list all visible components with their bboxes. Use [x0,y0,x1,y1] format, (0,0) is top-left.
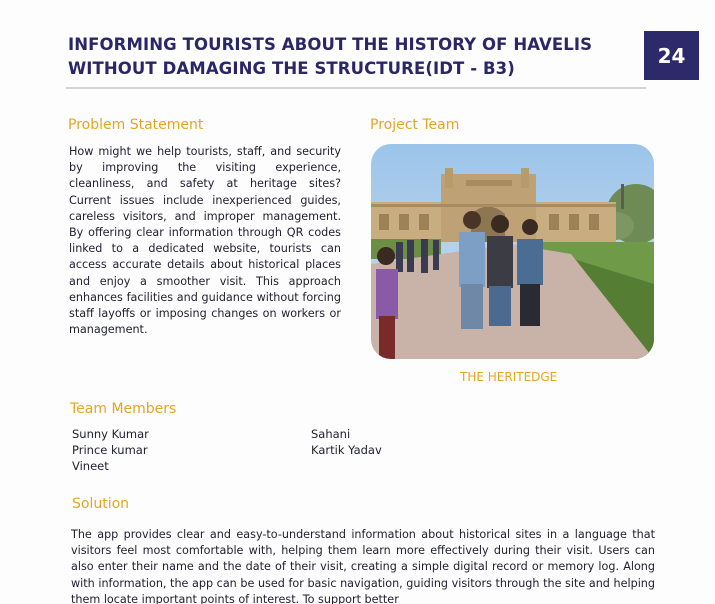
problem-heading: Problem Statement [68,117,204,133]
team-heading: Project Team [370,117,460,133]
member-name: Sahani [311,427,351,441]
page-title [68,33,628,81]
header-divider [66,87,646,89]
problem-text: How might we help tourists, staff, and security by improving the visiting experience, cleanliness, and safety at heritage sites? Current issues include inexperienced guides, careless visitors, and improper management. By offering clear information through QR codes linked to a dedicated website, tourists can access accurate details about historical places and enjoy a smoother visit. This approach enhances facilities and guidance without forcing staff layoffs or imposing changes on workers or management. [69,145,341,337]
solution-heading: Solution [72,496,130,512]
solution-text: The app provides clear and easy-to-understand information about historical sites in a language that visitors feel most comfortable with, helping them learn more effectively during their visit. Users can also enter their name and the date of their visit, creating a simple digital record or memory log. Along with information, the app can be used for basic navigation, guiding visitors through the site and helping them locate important points of interest. To support better [71,528,655,604]
team-photo [371,144,654,359]
title-line-1: INFORMING TOURISTS ABOUT THE HISTORY OF HAVELIS [68,35,593,54]
title-line-2: WITHOUT DAMAGING THE STRUCTURE(IDT - B3) [68,59,515,78]
members-heading: Team Members [70,401,177,417]
member-name: Kartik Yadav [311,443,382,457]
team-photo-illustration [371,144,654,359]
page-number-badge: 24 [644,31,699,80]
member-name: Vineet [72,459,109,473]
member-name: Sunny Kumar [72,427,149,441]
member-name: Prince kumar [72,443,148,457]
team-photo-caption: THE HERITEDGE [460,370,558,384]
